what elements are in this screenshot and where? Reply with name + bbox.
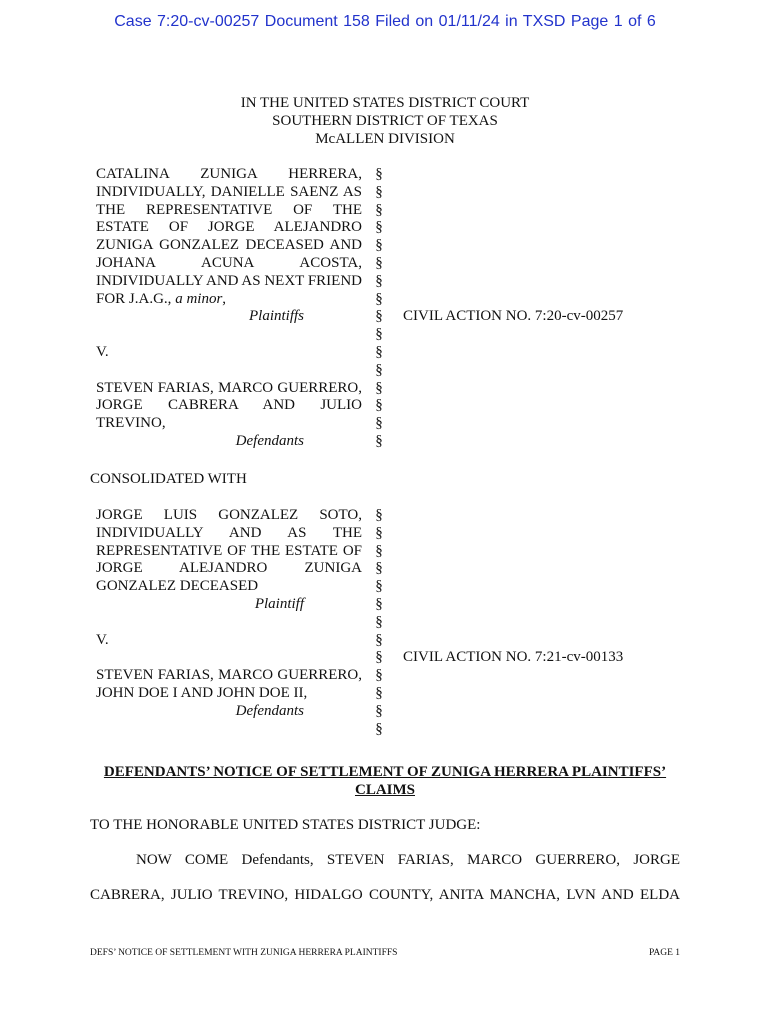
court-name: IN THE UNITED STATES DISTRICT COURT	[240, 95, 530, 111]
notice-heading: DEFENDANTS’ NOTICE OF SETTLEMENT OF ZUNIGA HERRERA PLAINTIFFS’ CLAIMS	[103, 764, 667, 798]
footer-page-number: PAGE 1	[648, 948, 680, 958]
case1-minor: a minor	[175, 290, 223, 307]
section-symbol: §	[375, 237, 383, 254]
section-symbol: §	[375, 166, 383, 182]
section-symbol: §	[375, 361, 383, 378]
case1-caption: CATALINA ZUNIGA HERRERA, INDIVIDUALLY, DANIELLE SAENZ AS THE REPRESENTATIVE OF THE ESTATE OF JORGE ALEJANDRO ZUNIGA GONZALEZ DECEASED AND JOHANA ACUNA ACOSTA, INDIVIDUALLY AND AS NEXT FRIEND FOR J.A.G., a minor, Plaintiffs V. STEVEN FARIAS, MARCO GUERRERO, JORGE CABRERA AND JULIO TREVINO, Defendants	[96, 166, 362, 449]
ecf-header-stamp: Case 7:20-cv-00257 Document 158 Filed on 01/11/24 in TXSD Page 1 of 6	[114, 13, 656, 30]
court-district: SOUTHERN DISTRICT OF TEXAS	[272, 113, 498, 129]
case2-section-column	[373, 507, 385, 738]
section-symbol: §	[375, 219, 383, 236]
salutation: TO THE HONORABLE UNITED STATES DISTRICT JUDGE:	[90, 817, 481, 833]
case2-caption	[96, 507, 362, 721]
section-symbol: §	[375, 560, 383, 577]
case2-civil-action: CIVIL ACTION NO. 7:21-cv-00133	[403, 649, 624, 665]
section-symbol: §	[375, 524, 383, 541]
case2-defendants-role: Defendants	[235, 702, 304, 719]
section-symbol: §	[375, 201, 383, 218]
body-line-2: CABRERA, JULIO TREVINO, HIDALGO COUNTY, ANITA MANCHA, LVN AND ELDA	[90, 887, 680, 903]
section-symbol: §	[375, 290, 383, 307]
case1-civil-action: CIVIL ACTION NO. 7:20-cv-00257	[403, 308, 624, 324]
consolidated-with: CONSOLIDATED WITH	[90, 471, 247, 487]
case1-section-column	[373, 166, 385, 451]
case2-plaintiff-role: Plaintiff	[254, 595, 304, 612]
section-symbol: §	[375, 308, 383, 325]
section-symbol: §	[375, 720, 383, 737]
case1-defendants-role: Defendants	[235, 432, 304, 449]
section-symbol: §	[375, 507, 383, 523]
body-line-1: NOW COME Defendants, STEVEN FARIAS, MARCO GUERRERO, JORGE	[136, 852, 680, 868]
section-symbol: §	[375, 667, 383, 684]
section-symbol: §	[375, 649, 383, 666]
section-symbol: §	[375, 542, 383, 559]
court-caption	[0, 94, 770, 148]
section-symbol: §	[375, 415, 383, 432]
case1-plaintiffs: CATALINA ZUNIGA HERRERA, INDIVIDUALLY, DANIELLE SAENZ AS THE REPRESENTATIVE OF THE ESTATE OF JORGE ALEJANDRO ZUNIGA GONZALEZ DECEASED AND JOHANA ACUNA ACOSTA, INDIVIDUALLY AND AS NEXT FRIEND FOR J.A.G.,	[96, 166, 362, 307]
section-symbol: §	[375, 326, 383, 343]
section-symbol: §	[375, 272, 383, 289]
section-symbol: §	[375, 578, 383, 595]
section-symbol: §	[375, 631, 383, 648]
section-symbol: §	[375, 702, 383, 719]
section-symbol: §	[375, 432, 383, 449]
case2-versus: V.	[96, 631, 109, 648]
court-division: McALLEN DIVISION	[315, 131, 455, 147]
section-symbol: §	[375, 397, 383, 414]
case2-plaintiff: JORGE LUIS GONZALEZ SOTO, INDIVIDUALLY AND AS THE REPRESENTATIVE OF THE ESTATE OF JORGE ALEJANDRO ZUNIGA GONZALEZ DECEASED	[96, 507, 362, 595]
section-symbol: §	[375, 613, 383, 630]
section-symbol: §	[375, 595, 383, 612]
section-symbol: §	[375, 343, 383, 360]
section-symbol: §	[375, 684, 383, 701]
case1-plaintiffs-role: Plaintiffs	[248, 308, 304, 325]
section-symbol: §	[375, 379, 383, 396]
case2-defendants: STEVEN FARIAS, MARCO GUERRERO, JOHN DOE I AND JOHN DOE II,	[96, 667, 362, 701]
section-symbol: §	[375, 254, 383, 271]
case1-versus: V.	[96, 343, 109, 360]
page-footer	[90, 948, 680, 958]
footer-title: DEFS’ NOTICE OF SETTLEMENT WITH ZUNIGA HERRERA PLAINTIFFS	[90, 948, 398, 958]
case1-defendants: STEVEN FARIAS, MARCO GUERRERO, JORGE CABRERA AND JULIO TREVINO,	[96, 379, 362, 432]
section-symbol: §	[375, 183, 383, 200]
